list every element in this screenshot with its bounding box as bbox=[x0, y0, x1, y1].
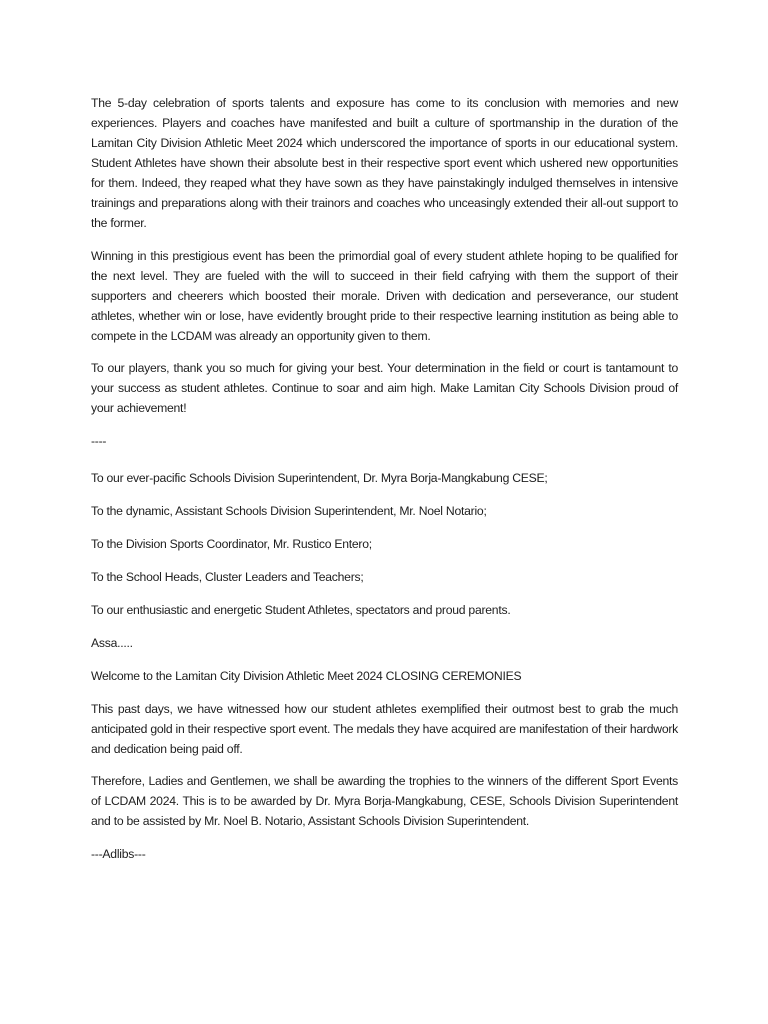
paragraph-awarding: Therefore, Ladies and Gentlemen, we shall be awarding the trophies to the winners of the different Sport Events of LCDAM 2024. This is to be awarded by Dr. Myra Borja-Mangkabung, CESE, Schools Division Superintendent and to be assisted by Mr. Noel B. Notario, Assistant Schools Division Superintendent. bbox=[91, 774, 678, 828]
salutation: Assa..... bbox=[91, 635, 133, 650]
document-page bbox=[91, 93, 678, 877]
welcome-line: Welcome to the Lamitan City Division Athletic Meet 2024 CLOSING CEREMONIES bbox=[91, 668, 522, 683]
separator-text: ---- bbox=[91, 433, 107, 448]
paragraph-players: To our players, thank you so much for giving your best. Your determination in the field or court is tantamount to your success as student athletes. Continue to soar and aim high. Make Lamitan City Schools Division proud of your achievement! bbox=[91, 361, 678, 415]
paragraph-winning: Winning in this prestigious event has been the primordial goal of every student athlete hoping to be qualified for the next level. They are fueled with the will to succeed in their field cafrying with them the support of their supporters and cheerers which boosted their morale. Driven with dedication and perseverance, our student athletes, whether win or lose, have evidently brought pride to their respective learning institution as being able to compete in the LCDAM was already an opportunity given to them. bbox=[91, 248, 678, 343]
paragraph-past-days: This past days, we have witnessed how our student athletes exemplified their outmost best to grab the much anticipated gold in their respective sport event. The medals they have acquired are manifestation of their hardwork and dedication being paid off. bbox=[91, 701, 678, 756]
greeting-athletes: To our enthusiastic and energetic Student Athletes, spectators and proud parents. bbox=[91, 602, 511, 617]
paragraph-intro: The 5-day celebration of sports talents and exposure has come to its conclusion with memories and new experiences. Players and coaches have manifested and built a culture of sportmanship in the duration of the Lamitan City Division Athletic Meet 2024 which underscored the importance of sports in our educational system. Student Athletes have shown their absolute best in their respective sport event which ushered new opportunities for them. Indeed, they reaped what they have sown as they have painstakingly indulged themselves in intensive trainings and preparations along with their trainors and coaches who unceasingly extended their all-out support to the former. bbox=[91, 96, 678, 230]
greeting-superintendent: To our ever-pacific Schools Division Superintendent, Dr. Myra Borja-Mangkabung CESE; bbox=[91, 470, 548, 485]
greeting-sports-coordinator: To the Division Sports Coordinator, Mr. Rustico Entero; bbox=[91, 536, 372, 551]
greeting-assistant-superintendent: To the dynamic, Assistant Schools Division Superintendent, Mr. Noel Notario; bbox=[91, 503, 487, 518]
adlibs-note: ---Adlibs--- bbox=[91, 846, 146, 861]
greeting-school-heads: To the School Heads, Cluster Leaders and Teachers; bbox=[91, 569, 364, 584]
